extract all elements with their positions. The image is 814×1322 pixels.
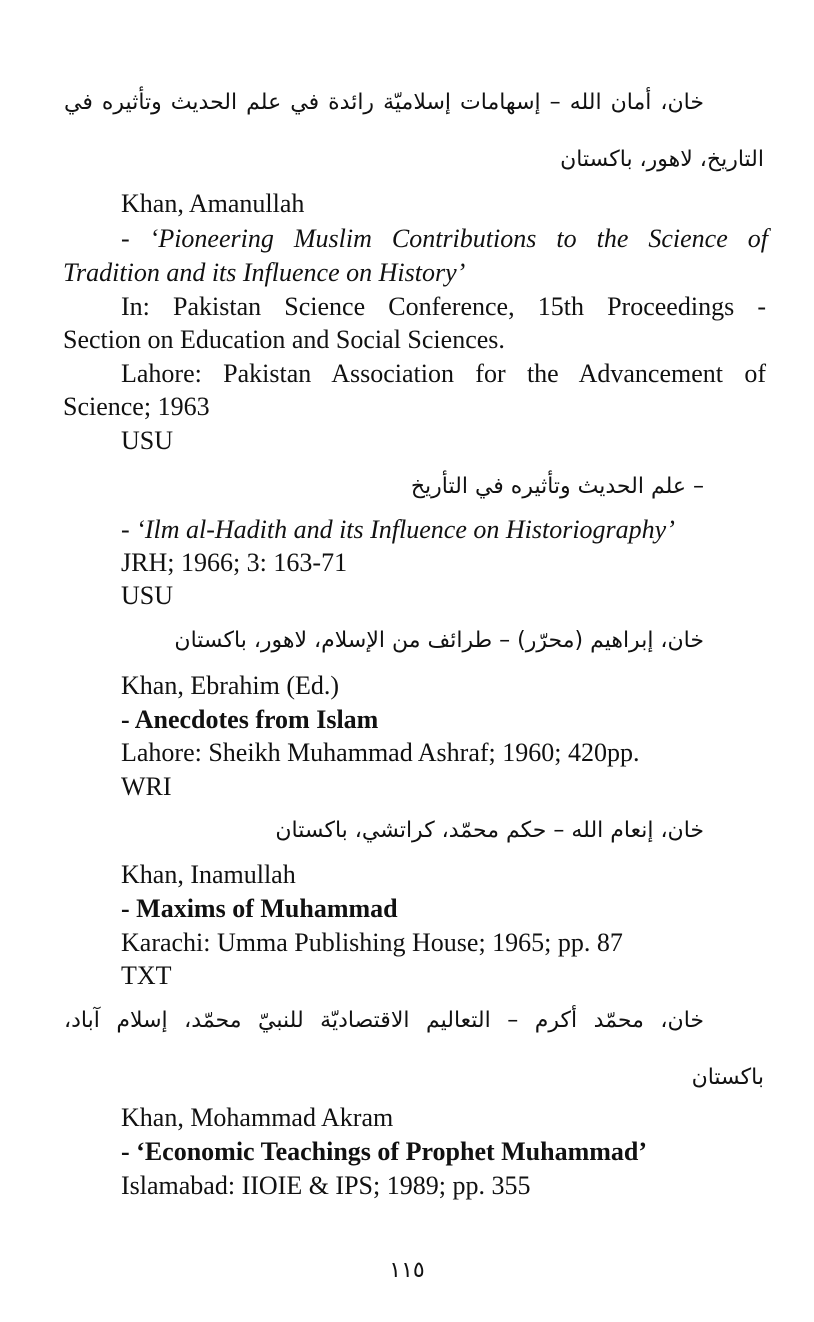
- arabic-citation: التاريخ، لاهور، باكستان: [560, 147, 764, 172]
- work-title: - Anecdotes from Islam: [121, 705, 379, 734]
- arabic-citation: باكستان: [691, 1065, 764, 1090]
- publisher-info: Islamabad: IIOIE & IPS; 1989; pp. 355: [121, 1171, 531, 1200]
- arabic-citation: خان، أمان الله – إسهامات إسلاميّة رائدة في علم الحديث وتأثيره في: [64, 90, 704, 115]
- library-code: USU: [121, 426, 174, 455]
- arabic-citation: خان، إنعام الله – حكم محمّد، كراتشي، باكستان: [275, 818, 704, 843]
- page-number: ١١٥: [389, 1258, 425, 1283]
- publisher-info: JRH; 1966; 3: 163-71: [121, 548, 348, 577]
- author-name: Khan, Amanullah: [121, 189, 305, 218]
- work-title: - ‘Pioneering Muslim Contributions to the Science of: [121, 224, 768, 253]
- author-name: Khan, Ebrahim (Ed.): [121, 671, 340, 700]
- library-code: USU: [121, 581, 174, 610]
- work-title: - ‘Ilm al-Hadith and its Influence on Historiography’: [121, 515, 675, 544]
- publisher-info: Karachi: Umma Publishing House; 1965; pp. 87: [121, 928, 623, 957]
- work-title: - Maxims of Muhammad: [121, 894, 398, 923]
- arabic-citation: خان، محمّد أكرم – التعاليم الاقتصاديّة للنبيّ محمّد، إسلام آباد،: [64, 1008, 704, 1033]
- author-name: Khan, Inamullah: [121, 860, 296, 889]
- publisher-info: Lahore: Pakistan Association for the Advancement of: [121, 359, 766, 388]
- arabic-citation: خان، إبراهيم (محرّر) – طرائف من الإسلام، لاهور، باكستان: [174, 628, 704, 653]
- library-code: TXT: [121, 961, 172, 990]
- library-code: WRI: [121, 772, 172, 801]
- work-title: Tradition and its Influence on History’: [63, 258, 466, 287]
- publisher-info: Lahore: Sheikh Muhammad Ashraf; 1960; 420pp.: [121, 738, 640, 767]
- publication-note: Section on Education and Social Sciences.: [63, 325, 505, 354]
- author-name: Khan, Mohammad Akram: [121, 1103, 394, 1132]
- arabic-citation: – علم الحديث وتأثيره في التأريخ: [410, 474, 704, 499]
- work-title: - ‘Economic Teachings of Prophet Muhammad’: [121, 1137, 648, 1166]
- publication-note: In: Pakistan Science Conference, 15th Proceedings -: [121, 292, 766, 321]
- publisher-info: Science; 1963: [63, 392, 210, 421]
